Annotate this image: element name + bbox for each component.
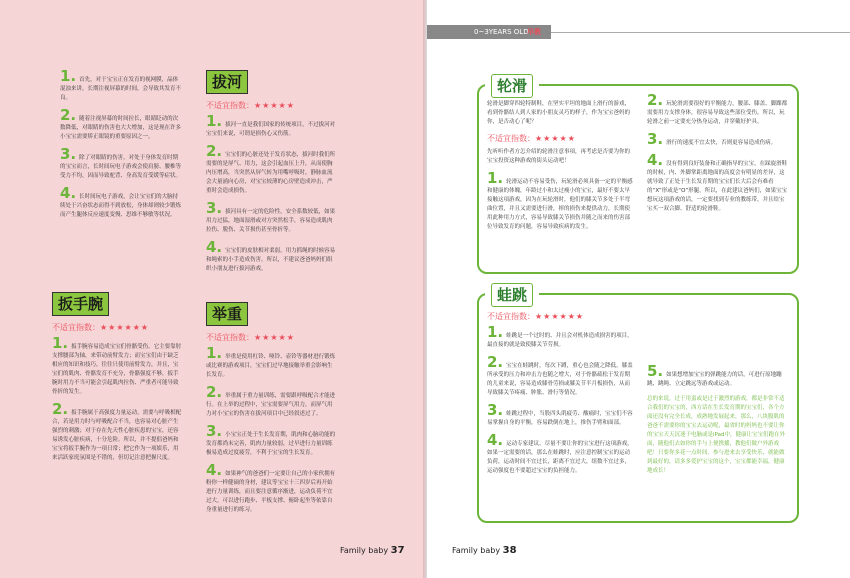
paragraph [52,334,182,397]
wrist-title: 扳手腕 [52,292,109,316]
weights-rating [206,332,336,343]
paragraph-text: 如果想增加宝宝的弹跳能力的话，可进行原地蹦跳、跳绳、立定跳远等游戏或运动。 [647,372,782,387]
frog-summary: 总的来说，过于用蛮或是过于激烈的游戏，都是非常不适合我们的宝宝的，西方话在生长发育期的宝宝们，各个方面还没有完全长成，成熟地发展起来，那么，八块腹肌的爸爸不需要你的宝宝去运动呢，最省时的妈妈也不要让你的宝宝天天沉迷于电脑或是iPad中，健康让宝宝们跑在外面，随他们去如你的手与上便携播，教他们做户外游戏吧！只要你多花一点时间、参与进来去享受快乐，就能做到最好的，请多多爱护宝宝的这个，宝宝都能幸福，健康地成长！ [647,396,785,474]
paragraph-text: 宝宝们的皮肤相对柔弱，用力抓绳的时候容易和绳索的小手造成伤害。所以，不建议爸爸妈妈们组织小朋友进行拔河游戏。 [206,248,336,272]
header-section: 0~3YEARS OLD [474,28,529,36]
paragraph-text: 如果神气的爸爸们一定要让自己的小家伙拥有粉你一样健硕的身材，建议等宝宝十三四岁后再开始进行力量训练，而且要注意循序渐进，运动负荷不宜过大，可以进行跑步、平板支撑、俯卧起坐等依靠自身重量进行的练习。 [206,471,336,513]
paragraph-number: 1. [487,169,504,187]
paragraph [206,238,336,274]
paragraph [60,184,182,220]
paragraph-text: 宝宝在蛙跳时，每次下蹲，重心也会随之降低，膝盖所承受的压力和冲击力也随之增大，对于骨骼疏松于发育期的儿童来说，容易造成膝骨劳损或膝关节半月板损伤，从而导致膝关节疼痛、肿胀、滑行等情况。 [487,363,633,396]
paragraph-number: 2. [52,400,69,418]
weights-section [206,302,336,521]
paragraph-number: 2. [206,142,223,160]
frog-col-left [487,311,635,482]
rating-stars: ★★★★★ [254,101,295,110]
left-footer [340,545,405,556]
paragraph [647,130,789,148]
paragraph-number: 1. [60,67,77,85]
paragraph [60,67,182,103]
paragraph-number: 2. [647,91,664,109]
paragraph-number: 4. [487,431,504,449]
skating-rating [487,133,635,144]
rating-stars: ★★★★★★ [535,312,585,321]
header-rule [551,32,850,33]
paragraph [206,142,336,196]
paragraph-text: 轮滑运动不容易受伤，玩轮滑必须具备一定的平衡感和健康的体魄，年龄过小和太过瘦小的宝宝，最好不要太早接触这项游戏，因为在玩轮滑时，他们的膝关节多处于半弯曲位置，并且又需要进行滑，摔的损伤来提供动力，长期使用此种用力方式，容易导致膝关节损伤并随之而来的伤害部位导致发育的问题，容易导致疾病的发生。 [487,179,633,230]
right-footer [452,545,517,556]
weights-title: 举重 [206,302,248,326]
tug-rating [206,100,336,111]
paragraph-text: 蛙跳过程中，当股四头肌疲劳、酸痛时，宝宝们不容易掌握自身的平衡，容易跌倒在地上，推伤手臂和面部。 [487,411,633,426]
rating-label: 不适宜指数： [487,312,535,321]
paragraph [206,199,336,235]
paragraph-number: 2. [60,106,77,124]
page-number: 38 [502,545,517,556]
paragraph [487,323,635,350]
paragraph [487,431,635,476]
paragraph-text: 举重是使用杠铃、哑铃、壶铃等器材进行锻炼或比赛的游戏项目，宝宝们过早地接触举重会影响生长发育。 [206,354,336,378]
paragraph [487,353,635,398]
paragraph-text: 除了对眼睛的伤害，对处于身体发育时期的宝宝而言，长时间玩电子游戏会使肩膀、腰椎等受力不均，因而导致驼背、身高发育受缓等症状。 [60,155,182,179]
paragraph-text: 宝宝们的心脏还处于发育状态，拔河时我们所需要的是屏气、用力，这会引起血压上升，从而使胸内压增高，当突然从屏气转为用嘴呼吸时，静脉血流会大量涌向心房，对宝宝较薄的心房壁造成冲击，严重时会造成损伤。 [206,152,336,194]
rating-label: 不适宜指数： [487,134,535,143]
paragraph-text: 没有得到良好装备和正确指导的宝宝，在踩旋滑鞋的时候，内、外脚掌距离地面的高度会有明显的差异，这就导致了正处于生长发育期的宝宝们长大后会有难看的“X”形或是“O”形腿。所以，在此建议爸妈们，如果宝宝想玩这项游戏的话，一定要找到专业的教练带，并且给宝宝买一双合脚、舒适的轮滑鞋。 [647,161,788,212]
tug-title: 拔河 [206,70,248,94]
skating-col-left [487,100,635,238]
skating-box [477,77,799,274]
paragraph-number: 1. [206,112,223,130]
skating-intro: 轮滑是脚穿四轮特制鞋，在坚实平坦的地面上滑行的游戏，看到骨骼结人到人家的小朋友灵巧的样子，作为宝宝爸妈的你，是否动心了呢？ [487,101,631,125]
skating-title-wrap [485,74,539,98]
skating-note: 先听听作者方怎介绍的轮滑注意事项，再考虑是否要为你的宝宝投资这种游戏的街头运动吧！ [487,149,631,164]
frog-col-right [647,362,789,476]
paragraph-text: 滑行的速度不宜太快，否则更容易造成伤病。 [666,140,777,146]
rating-stars: ★★★★★★ [100,323,150,332]
tug-section [206,70,336,280]
frog-title-wrap [485,283,539,307]
paragraph-text: 长时间玩电子游戏，会让宝宝们的大脑持续处于兴奋状态而得不到放松，身体却则较少锻炼而产生腿体反应速度变慢、思维不够敏等状况。 [60,194,182,218]
left-col1 [60,67,182,226]
paragraph-number: 3. [60,145,77,163]
paragraph [206,383,336,419]
paragraph-number: 3. [206,199,223,217]
frog-title: 蛙跳 [491,283,533,307]
paragraph-text: 扳手腕属于高强度力量运动，需要与呼吸相配合，若是用力时与呼吸配合不当，也容易对心脏产生强烈的刺激；对于存在先天性心脏疾患的宝宝，还容易诱发心脏疾病，十分危险。所以，并不提倡爸妈和宝宝将扳手腕作为一项日常；把它作为一项娱乐，用来活跃家庭氛围是不错的，但切记注意把握尺度。 [52,410,182,461]
rating-stars: ★★★★★ [535,134,576,143]
paragraph-text: 拔河具有一定的危险性，安全系数较低，如果用力过猛，地面湿滑或对方突然松手，容易造成肌肉拉伤、脱伤、关节损伤甚至骨折等。 [206,209,336,233]
rating-label: 不适宜指数： [206,101,254,110]
paragraph-text: 举重属于重力量训练，需要跟呼吸配合才能进行。在上举的过程中，宝宝需要屏气用力，而屏气用力对小宝宝的伤害在拔河项目中已经叙述过了。 [206,393,336,417]
paragraph [52,400,182,463]
paragraph-number: 4. [60,184,77,202]
paragraph-text: 玩轮滑需要很好的平衡能力，腰部、膝盖、脚踝都需要用力支撑身体，很容易导致这些部位受伤。所以，玩轮滑之前一定要充分热身运动，并穿戴好护具。 [647,101,788,125]
footer-brand: Family baby [340,546,389,555]
paragraph-text: 随着注视屏幕的时间拉长，眼睛眨动的次数降低，对眼睛的伤害也大大增加，这是现在许多小宝宝需要矫正眼镜的重要原因之一。 [60,116,182,140]
paragraph-text: 运动专家建议，尽量不要让你的宝宝进行这项游戏，如果一定需要的话，那么在蛙跳时，应注意控制宝宝的运动负荷，运动时间不宜过长，距离不宜过大，组数不宜过多，运动强度也不要超过宝宝的负担能力。 [487,441,633,474]
paragraph [60,145,182,181]
paragraph [647,91,789,127]
header-category: 早教 [527,28,541,36]
paragraph [487,169,635,232]
paragraph-number: 3. [206,422,223,440]
paragraph-text: 拔河一直是我们国家的传统项目，不过拔河对宝宝们来说，可谓是损伤心又伤筋。 [206,122,336,137]
paragraph-number: 3. [647,130,664,148]
paragraph-number: 3. [487,401,504,419]
page-number: 37 [390,545,405,556]
paragraph-text: 首先，对于宝宝正在发育的视网膜，晶体混浊来讲，长期注视屏幕的时间，会导致其发育不良。 [60,77,182,101]
paragraph-number: 1. [52,334,69,352]
paragraph-number: 2. [487,353,504,371]
paragraph-number: 5. [647,362,664,380]
rating-stars: ★★★★★ [254,333,295,342]
wrist-rating [52,322,182,333]
skating-col-right [647,91,789,220]
paragraph-number: 4. [206,238,223,256]
rating-label: 不适宜指数： [206,333,254,342]
paragraph-number: 2. [206,383,223,401]
gutter [423,0,427,578]
paragraph-text: 扳手腕容易造成宝宝们骨骼受伤。它主要靠肘支撑腰部为轴，来带动前臂发力；而宝宝们由于缺乏相应的知识和技巧，往往只使用前臂发力，并且，宝宝们的肌肉、骨骼发育不充分，骨骼强度不够，扳手腕时用力不当可能会引起肌肉拉伤、严重者可能导致骨折的发生。 [52,344,182,395]
paragraph-number: 1. [487,323,504,341]
paragraph-text: 蛙跳是一个过时的、并且会对机体造成损害的项目，最直接的就是致使膝关节劳损。 [487,333,633,348]
paragraph-number: 4. [647,151,664,169]
paragraph [206,422,336,458]
frog-box [477,286,799,523]
paragraph [60,106,182,142]
paragraph-number: 4. [206,461,223,479]
paragraph [647,362,789,389]
paragraph-text: 小宝宝正处于生长发育期，肌肉和心脑功能的发育都尚未完善，肌肉力量较弱，过早进行力量训练极易造成过度疲劳，不利于宝宝的生长发育。 [206,432,336,456]
rating-label: 不适宜指数： [52,323,100,332]
paragraph [487,401,635,428]
paragraph [206,344,336,380]
wrist-section [52,292,182,469]
skating-title: 轮滑 [491,74,533,98]
paragraph [647,151,789,214]
paragraph [206,112,336,139]
frog-rating [487,311,635,322]
paragraph-number: 1. [206,344,223,362]
paragraph [206,461,336,515]
footer-brand: Family baby [452,546,501,555]
